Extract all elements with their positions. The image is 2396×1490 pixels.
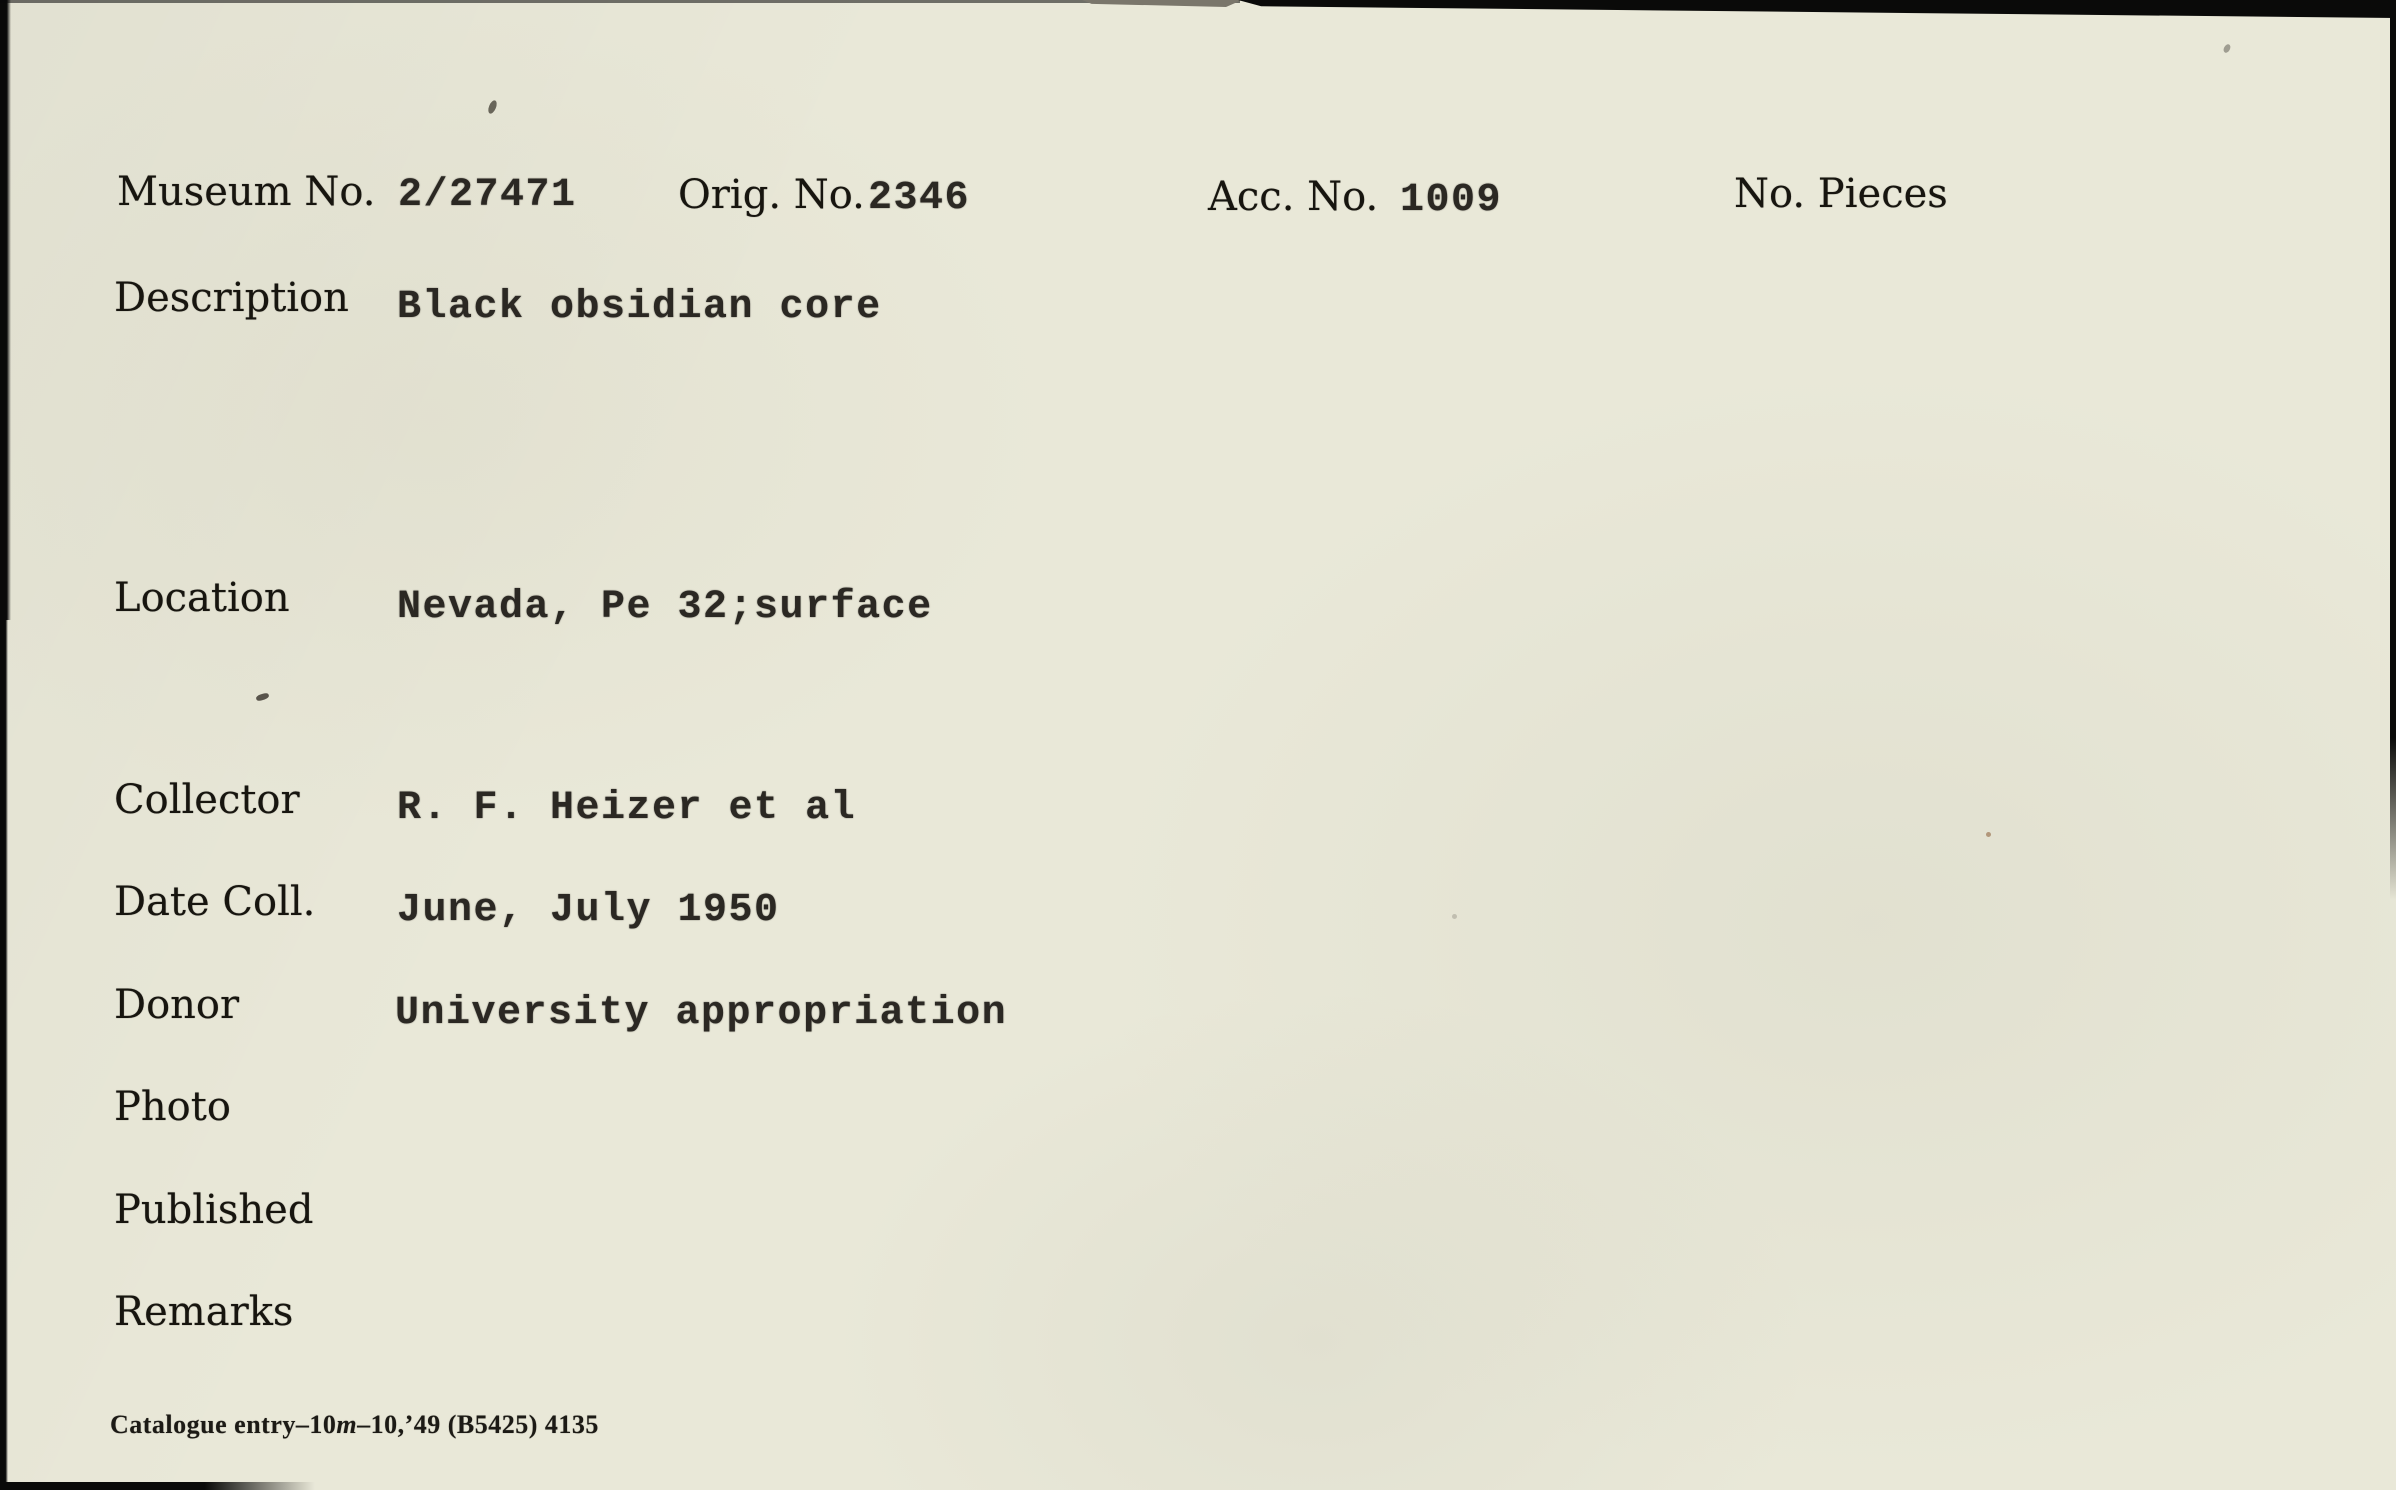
- ink-speck: [1986, 832, 1991, 837]
- imprint-suffix: –10,’49 (B5425) 4135: [357, 1410, 599, 1439]
- orig-no-label: Orig. No.: [678, 172, 865, 218]
- imprint-prefix: Catalogue entry–10: [110, 1410, 337, 1439]
- field-label-remarks: Remarks: [114, 1289, 294, 1335]
- imprint-italic-m: m: [336, 1410, 358, 1439]
- field-label-collector: Collector: [114, 777, 300, 823]
- acc-no-value: 1009: [1400, 178, 1503, 223]
- scan-edge-top: [0, 0, 1240, 3]
- ink-speck: [1452, 914, 1457, 919]
- museum-no-value: 2/27471: [398, 173, 577, 218]
- field-label-description: Description: [114, 275, 349, 321]
- orig-no-value: 2346: [868, 176, 971, 221]
- scan-edge-top-gray: [1082, 0, 1242, 7]
- field-label-date-coll: Date Coll.: [114, 879, 316, 925]
- ink-speck: [255, 692, 269, 702]
- ink-speck: [487, 99, 499, 115]
- acc-no-label: Acc. No.: [1208, 174, 1379, 220]
- scan-edge-right: [2390, 0, 2396, 900]
- catalogue-entry-imprint: [110, 1412, 599, 1438]
- no-pieces-label: No. Pieces: [1734, 171, 1948, 217]
- scan-edge-bottom-left: [0, 1482, 315, 1490]
- field-value-date-coll: June, July 1950: [397, 888, 780, 933]
- museum-no-label: Museum No.: [117, 169, 376, 215]
- scan-edge-left-upper: [0, 0, 11, 620]
- field-label-published: Published: [114, 1187, 314, 1233]
- field-label-photo: Photo: [114, 1084, 231, 1130]
- scan-edge-top-right: [1238, 0, 2396, 18]
- field-value-donor: University appropriation: [395, 991, 1008, 1036]
- ink-speck: [2222, 43, 2232, 54]
- field-value-collector: R. F. Heizer et al: [397, 786, 857, 831]
- field-label-location: Location: [114, 575, 290, 621]
- field-label-donor: Donor: [114, 982, 240, 1028]
- field-value-description: Black obsidian core: [397, 285, 882, 330]
- field-value-location: Nevada, Pe 32;surface: [397, 585, 933, 630]
